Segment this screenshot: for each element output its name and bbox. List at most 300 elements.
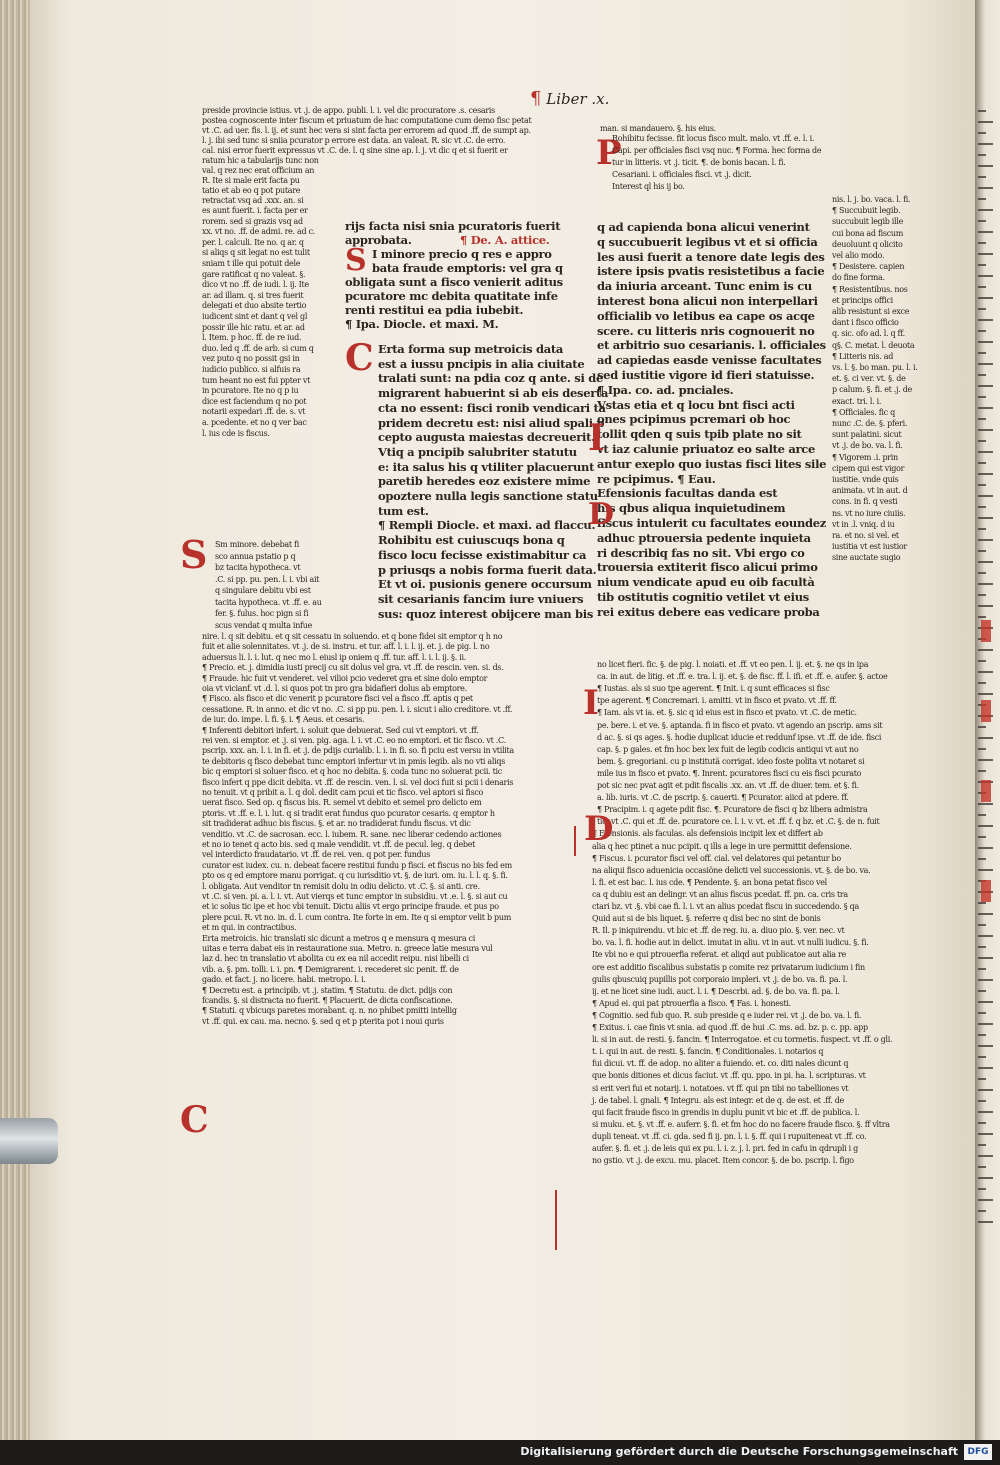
- gloss-line: .C. si pp. pu. pen. l. i. vbi ait: [215, 574, 320, 584]
- gloss-line: vt .C. si ven. pi. a. l. i. vt. Aut vierqs et tunc emptor in subsidiu. vt .e. l. §. si aut cu: [202, 892, 508, 901]
- gloss-line: tatio et ab eo q pot putare: [202, 186, 301, 195]
- text-line: bata fraude emptoris: vel gra q: [372, 261, 563, 275]
- gloss-line: pto os q ed emptore manu porrigat. q cu iurisditio vt. §. de iuri. om. iu. l. l. q. §. fi.: [202, 871, 508, 881]
- next-page-text-fragment: [978, 1122, 986, 1124]
- gloss-line: ca. in aut. de litig. et .ff. e. tra. l. ij. et. §. de fisc. ff. l. ifi. et .ff. e. aufer. §. actoe: [597, 672, 888, 682]
- gloss-line: ¶ Iam. als vt ia. et. §. sic q id eius est in fisco et pvato. vt .C. de metic.: [597, 708, 857, 718]
- next-page-text-fragment: [978, 374, 986, 376]
- next-page-text-fragment: [978, 902, 986, 904]
- next-page-text-fragment: [978, 352, 986, 354]
- next-page-text-fragment: [978, 825, 993, 827]
- gloss-line: si muku. et. §. vt .ff. e. auferr. §. fi. et fm hoc do no facere fraude fisco. §. ff vltra: [592, 1119, 890, 1129]
- gloss-line: et no io tenet q acto bis. sed q male vendidit. vt .ff. de pecul. leg. q debet: [202, 840, 476, 849]
- next-page-text-fragment: [978, 484, 986, 486]
- gloss-line: l. fi. et est bac. l. ius cde. ¶ Pendente. §. an bona petat fisco vel: [592, 877, 827, 887]
- next-page-text-fragment: [978, 594, 986, 596]
- next-page-text-fragment: [978, 1001, 993, 1003]
- text-line: fiscus intulerit cu facultates eoundez: [597, 516, 827, 530]
- gloss-line: vt in .l. vniq. d iu: [832, 519, 895, 529]
- text-line: rijs facta nisi snia pcuratoris fuerit: [345, 219, 561, 233]
- text-line: migrarent habuerint si ab eis deserta: [378, 386, 609, 401]
- gloss-line: vel interdicto fraudatario. vt .ff. de rei. ven. q pot per. fundus: [202, 850, 431, 860]
- gloss-line: Ite vbi no e qui ptrouerfia referat. et aliqd aut publicatoe aut alia re: [592, 950, 846, 960]
- gloss-line: uitas e terra dabat eis in restauratione sua. Metro. n. greece latie mesura vul: [202, 944, 493, 953]
- next-page-text-fragment: [978, 1177, 993, 1179]
- gloss-line: d ac. §. si qs ages. §. hodie duplicat iducie et reddunf ipse. vt .ff. de ide. fisci: [597, 732, 882, 742]
- text-line: Vtiq a pncipib salubriter statutu: [378, 444, 577, 459]
- gloss-line: ij. et ne licet sine iudi. auct. l. i. ¶ Descrbi. ad. §. de bo. va. fi. pa. l.: [592, 986, 840, 996]
- gloss-line: p calum. §. fi. et .j. de: [832, 385, 912, 395]
- text-line: tollit qden q suis tpib plate no sit: [597, 427, 802, 442]
- next-page-text-fragment: [978, 649, 993, 651]
- gloss-line: ¶ Fisco. als fisco et dic venerit p pcuratore fisci vel a fisco .ff. aptis q pet: [202, 694, 473, 704]
- gloss-line: iudicio publico. si alfuis ra: [202, 365, 301, 374]
- next-page-text-fragment: [978, 726, 986, 728]
- gloss-line: li. si in aut. de resti. §. fancin. ¶ Interrogatoe. et cu tormetis. fuspect. vt .ff. o gli.: [592, 1035, 893, 1045]
- next-page-text-fragment: [978, 935, 993, 937]
- next-page-text-fragment: [978, 308, 986, 310]
- running-header-text: Liber .x.: [546, 90, 610, 108]
- gloss-line: iudicent sint et dant q vel gl: [202, 312, 308, 321]
- text-line: Erta forma sup metroicis data: [378, 342, 564, 356]
- gloss-line: R. Ite si male erit facta pu: [202, 176, 300, 185]
- gloss-line: sunt palatini. sicut: [832, 430, 902, 440]
- gloss-line: j. de tabel. l. gnali. ¶ Integru. als est integr. et de q. de est. et .ff. de: [592, 1095, 844, 1105]
- gloss-line: rei ven. si emptor. et .j. si ven. pig. aga. l. i. vt .C. eo no emptori. et tic fisco. vt .C.: [202, 736, 506, 745]
- initial-capital: S: [345, 243, 367, 278]
- next-page-text-fragment: [978, 671, 993, 673]
- gloss-line: dice est faciendum q no pot: [202, 396, 307, 406]
- gloss-line: t. i. qui in aut. de resti. §. fancin. ¶ Conditionales. i. notarios q: [592, 1047, 824, 1057]
- gloss-line: vez puto q no possit gsi in: [202, 354, 300, 364]
- text-line: nium vendicate apud eu oib facultà: [597, 575, 815, 590]
- gloss-line: Cesariani. i. officiales fisci. vt .j. dicit.: [612, 170, 752, 179]
- next-page-text-fragment: [978, 517, 993, 519]
- gloss-line: sco annua pstatio p q: [215, 551, 296, 561]
- next-page-text-fragment: [978, 132, 986, 134]
- next-page-text-fragment: [978, 275, 993, 277]
- next-page-text-fragment: [978, 858, 986, 860]
- next-page-text-fragment: [978, 143, 993, 145]
- gloss-line: cessatione. R. in anno. et dic vt no. .C. si pp pu. pen. l. i. sicut i alio creditore. vt .ff.: [202, 704, 513, 714]
- gloss-line: Quid aut si de bis liquet. §. referre q disi bec no sint de bonis: [592, 914, 821, 924]
- gloss-line: fer. §. fulus. hoc pign si fi: [215, 609, 309, 618]
- initial-capital: I: [588, 417, 605, 459]
- gloss-line: cap. §. p gales. et fm hoc bex lex fuit de legib codicis antiqui vt aut no: [597, 744, 859, 754]
- text-line: da iniuria arceant. Tunc enim is cu: [597, 279, 812, 294]
- text-line: cepto augusta maiestas decreuerit.: [378, 430, 595, 445]
- pilcrow-mark: ¶: [530, 88, 542, 109]
- gloss-line: nis. l. j. bo. vaca. l. fi.: [832, 195, 911, 204]
- next-page-text-fragment: [978, 462, 986, 464]
- next-page-text-fragment: [978, 473, 993, 475]
- gloss-line: ¶ Statuti. q vbicuqs paretes morabant. q. n. no phibet pmitti intellig: [202, 1006, 457, 1016]
- next-page-text-fragment: [978, 165, 993, 167]
- next-page-text-fragment: [978, 121, 993, 123]
- gloss-line: notarii expedari .ff. de. s. vt: [202, 407, 306, 417]
- next-page-text-fragment: [978, 385, 993, 387]
- gloss-line: tum heant no est fui ppter vt: [202, 375, 310, 385]
- gloss-line: que bonis ditiones et dicus faciut. vt .ff. qu. ppo. in pi. ha. l. scripturas. vt: [592, 1071, 866, 1081]
- next-page-text-fragment: [978, 187, 993, 189]
- next-page-text-fragment: [978, 1199, 993, 1201]
- next-page-text-fragment: [978, 253, 993, 255]
- gloss-line: Interest ql his ij bo.: [612, 182, 685, 191]
- rubric-stroke: [574, 826, 576, 856]
- gloss-line: ¶ Vigorem .i. prin: [832, 452, 898, 462]
- gloss-line: alia q hec ptinet a nuc pcipit. q ills a lege in ure permittit defensione.: [592, 841, 852, 851]
- gloss-line: duo. led q .ff. de arb. si cum q: [202, 343, 314, 353]
- gloss-line: a. pcedente. et no q ver bac: [202, 418, 307, 427]
- gloss-line: scus vendat q multa infue: [215, 620, 312, 630]
- text-line: ad capiedas easde venisse facultates: [597, 353, 822, 368]
- next-page-text-fragment: [978, 110, 986, 112]
- gloss-line: et princips offici: [832, 295, 893, 305]
- next-page-text-fragment: [978, 440, 986, 442]
- gloss-line: l. obligata. Aut venditor tn remisit dolu in odiu delicto. vt .C. §. si anti. cre.: [202, 881, 480, 891]
- gloss-line: exact. tri. l. i.: [832, 396, 882, 406]
- gloss-line: ¶ Fiscus. i. pcurator fisci vel off. cial. vel delatores qui petantur bo: [592, 853, 841, 863]
- next-page-red-initial: [981, 880, 991, 902]
- gloss-line: cal. nisi error fuerit expressus vt .C. de. l. q sine sine ap. l. j. vt dic q et si fuerit er: [202, 146, 508, 155]
- text-line: renti restitui ea pdia iubebit.: [345, 303, 524, 317]
- next-page-text-fragment: [978, 770, 986, 772]
- next-page-text-fragment: [978, 616, 986, 618]
- gloss-line: ¶ Fraude. hic fuit vt venderet. vel vilioi pcio vederet gra et sine dolo emptor: [202, 673, 488, 683]
- gloss-line: dant i fisco officio: [832, 318, 899, 328]
- gloss-line: cons. in fi. q vesti: [832, 497, 898, 507]
- gloss-line: alib resistunt si exce: [832, 307, 910, 316]
- next-page-text-fragment: [978, 209, 993, 211]
- gloss-line: ctari bz. vt .§. vbi cae fi. l. i. vt an alius pcedat fiscu in succedendo. § qa: [592, 902, 859, 911]
- gloss-line: si aliqs q sit legat no est tulit: [202, 248, 310, 258]
- next-page-text-fragment: [978, 297, 993, 299]
- next-page-text-fragment: [978, 605, 993, 607]
- next-page-text-fragment: [978, 737, 993, 739]
- next-page-text-fragment: [978, 1155, 993, 1157]
- gloss-line: do fine forma.: [832, 273, 885, 283]
- gloss-line: es aunt fuerit. i. facta per er: [202, 206, 308, 215]
- gloss-line: na aliqui fisco aduenicia occasiöne delicti vel successionis. vt. §. de bo. va.: [592, 865, 871, 875]
- gloss-line: bem. §. gregoriani. cu p institutä corrigat. ideo foste polita vt notaret si: [597, 756, 865, 766]
- gloss-line: venditio. vt .C. de sacrosan. ecc. l. iubem. R. sane. nec liberar cedendo actiones: [202, 829, 502, 839]
- next-page-text-fragment: [978, 869, 993, 871]
- gloss-line: ¶ Decretu est. a principib. vt .j. statim. ¶ Statutu. de dict. pdijs con: [202, 985, 453, 995]
- gloss-line: l. ius cde is fiscus.: [202, 428, 270, 438]
- initial-capital: P: [596, 133, 622, 173]
- gloss-line: ¶ Litteris nis. ad: [832, 351, 894, 361]
- next-page-text-fragment: [978, 231, 993, 233]
- gloss-line: vib. a. §. pm. tolli. i. i. pn. ¶ Demigrarent. i. recederet sic penit. ff. de: [202, 964, 459, 974]
- book-edge: [0, 0, 34, 1440]
- gloss-line: ¶ Inferenti debitori infert. i. soluit que debuerat. Sed cui vt emptori. vt .ff.: [202, 725, 479, 735]
- gloss-line: ¶ Resistentibus. nos: [832, 284, 908, 294]
- next-page-text-fragment: [978, 176, 986, 178]
- gloss-line: ¶ Iustas. als si suo tpe agerent. ¶ Init. i. q sunt efficaces si fisc: [597, 684, 830, 694]
- gloss-line: ¶ Precio. et. j. dimidia iusti precij cu sit dolus vel gra. vt .ff. de rescin. ven. si. ds.: [202, 663, 504, 673]
- gloss-line: vs. l. §. bo man. pu. l. i.: [832, 363, 918, 372]
- next-page-text-fragment: [978, 561, 993, 563]
- gloss-line: te debitoris q fisco debebat tunc emptori infertur vt in pmis legib. als no vti aliqs: [202, 756, 506, 766]
- gloss-line: Erta metroicis. hic translati sic dicunt a metros q e mensura q mesura ci: [202, 933, 475, 943]
- text-line: fisco locu fecisse existimabitur ca: [378, 547, 587, 562]
- gloss-line: postea cognoscente inter fiscum et priuatum de hac computatione cum demo fisc petat: [202, 116, 532, 125]
- next-page-text-fragment: [978, 451, 993, 453]
- gloss-line: ¶ Officiales. fic q: [832, 407, 895, 417]
- gloss-line: q. sic. ofo ad. l. q ff.: [832, 329, 905, 339]
- next-page-text-fragment: [978, 363, 993, 365]
- gloss-line: R. Il. p iniquirendu. vt bic et .ff. de reg. iu. a. diuo pio. §. ver. nec. vt: [592, 926, 845, 936]
- text-line: est a iussu pncipis in alia ciuitate: [378, 356, 585, 371]
- next-page-text-fragment: [978, 407, 993, 409]
- gloss-line: gare ratificat q no valeat. §.: [202, 269, 306, 279]
- next-page-text-fragment: [978, 836, 986, 838]
- text-line: Vstas etia et q locu bnt fisci acti: [597, 397, 795, 412]
- next-page-text-fragment: [978, 693, 993, 695]
- next-page-text-fragment: [978, 572, 986, 574]
- next-page-text-fragment: [978, 1133, 993, 1135]
- text-line: tib ostitutis cognitio vetilet vt eius: [597, 590, 809, 604]
- gloss-line: vt .C. ad uer. fis. l. ij. et sunt hec vera si sint facta per errorem ad quod .ff. de sumpt ap.: [202, 126, 531, 135]
- text-line: obligata sunt a fisco venierit aditus: [345, 275, 563, 289]
- gloss-line: l. Item. p hoc. ff. de re iud.: [202, 333, 302, 343]
- gloss-line: curator est iudex. cu. n. debeat facere restitui fundu p fisci. et fiscus no bis fed em: [202, 860, 512, 870]
- initial-capital: C: [180, 1099, 209, 1141]
- gloss-line: vt .ff. qui. ex cau. ma. necno. §. sed q et p pterita pot i noui quris: [202, 1016, 444, 1026]
- gloss-line: fuit et alie solennitates. vt .j. de si. instru. et tur. aff. l. i. l. ij. et. j. de pig. l. no: [202, 642, 490, 652]
- text-line: pcuratore mc debita quatitate infe: [345, 289, 558, 303]
- next-page-text-fragment: [978, 264, 986, 266]
- next-page-text-fragment: [978, 550, 986, 552]
- text-line: sit cesarianis fancim iure vniuers: [378, 591, 584, 606]
- text-line: cta no essent: fisci ronib vendicari ta: [378, 400, 606, 415]
- next-page-text-fragment: [978, 319, 993, 321]
- next-page-text-fragment: [978, 1089, 993, 1091]
- next-page-red-initial: [981, 780, 991, 802]
- text-line: his qbus aliqua inquietudinem: [597, 501, 786, 516]
- next-page-text-fragment: [978, 1210, 986, 1212]
- next-page-text-fragment: [978, 198, 986, 200]
- next-page-text-fragment: [978, 1166, 986, 1168]
- gloss-line: succubuit legib ille: [832, 217, 904, 227]
- gloss-line: laz d. hec tn translatio vt abolita cu ex ea nil accedit reipu. nisi libelli ci: [202, 954, 469, 964]
- initial-capital: S: [180, 532, 208, 577]
- text-line: sed iustitie vigore id fieri statuisse.: [597, 368, 815, 382]
- text-line: vt iaz calunie priuatoz eo salte arce: [597, 442, 816, 456]
- gloss-line: a. lib. iuris. vt .C. de pscrip. §. cauerti. ¶ Pcurator. aiicd at pdere. ff.: [597, 793, 849, 803]
- gloss-line: val. q rez nec erat officium an: [202, 166, 315, 175]
- gloss-line: animata. vt in aut. d: [832, 486, 908, 496]
- next-page-text-fragment: [978, 759, 993, 761]
- gloss-line: vt .j. de bo. va. l. fi.: [832, 441, 903, 451]
- next-page-text-fragment: [978, 990, 986, 992]
- gloss-line: plere pcui. R. vt no. in. d. l. cum contra. Ite forte in em. Ite q si emptor velit b pum: [202, 912, 511, 922]
- gloss-line: q singulare debitu vbi est: [215, 586, 311, 595]
- text-line: antur exeplo quo iustas fisci lites sile: [597, 456, 827, 471]
- gloss-line: ¶ Cognitio. sed fub quo. R. sub preside q e iuder rei. vt .j. de bo. va. l. fi.: [592, 1010, 862, 1020]
- next-page-text-fragment: [978, 946, 986, 948]
- next-page-text-fragment: [978, 1045, 993, 1047]
- gloss-line: bz tacita hypotheca. vt: [215, 563, 301, 572]
- next-page-text-fragment: [978, 341, 993, 343]
- text-line: tum est.: [378, 503, 429, 518]
- footer-bar: [0, 1440, 1000, 1465]
- rubric-line: ¶ De. A. attice.: [460, 233, 550, 247]
- text-line: ones pcipimus pcremari ob hoc: [597, 412, 791, 427]
- text-line: q ad capienda bona alicui venerint: [597, 220, 810, 234]
- gloss-line: ore est additio fiscalibus substatis p comite rez privatarum iudicium i fin: [592, 962, 865, 972]
- text-line: approbata.: [345, 233, 412, 247]
- gloss-line: uerat fisco. Sed op. q fiscus bis. R. semel vt debito et semel pro delicto em: [202, 798, 482, 808]
- text-line: scere. cu litteris nris cognouerit no: [597, 323, 815, 338]
- gloss-line: xx. vt no. .ff. de admi. re. ad c.: [202, 227, 315, 237]
- next-page-text-fragment: [978, 1034, 986, 1036]
- gloss-line: vel alio modo.: [832, 251, 885, 260]
- gloss-line: pot sic nec pvat agit et pdit fiscalis .xx. an. vt .ff. de diuer. tem. et §. fi.: [597, 781, 859, 790]
- next-page-text-fragment: [978, 913, 993, 915]
- next-page-text-fragment: [978, 396, 986, 398]
- dfg-logo-icon: DFG: [964, 1444, 992, 1460]
- initial-capital: C: [345, 337, 374, 379]
- text-line: I minore precio q res e appro: [372, 247, 552, 261]
- gloss-line: ns. vt no iure ciuiis.: [832, 508, 906, 518]
- gloss-line: no licet fieri. fic. §. de pig. l. noiati. et .ff. vt eo pen. l. ij. et. §. ne qs in ipa: [597, 660, 869, 669]
- next-page-text-fragment: [978, 1067, 993, 1069]
- gloss-line: aufer. §. fi. et .j. de leis qui ex pu. l. i. z. j. l. pri. fed in cafu in qdrupli i g: [592, 1144, 858, 1153]
- next-page-text-fragment: [978, 286, 986, 288]
- gloss-line: et m qui. in contractibus.: [202, 923, 297, 933]
- gloss-line: no tenuit. vt q pribit a. l. q dol. dedit cam pcui et tic fisco. vel aptori si fisco: [202, 788, 484, 797]
- next-page-text-fragment: [978, 583, 993, 585]
- next-page-text-fragment: [978, 242, 986, 244]
- gloss-line: bic q emptori si soluer fisco. et q hoc no debita. §. coda tunc no soluerat pcii. tic: [202, 767, 502, 777]
- next-page-text-fragment: [978, 429, 993, 431]
- gloss-line: ratum hic a tabularijs tunc non: [202, 156, 319, 165]
- next-page-text-fragment: [978, 957, 993, 959]
- gloss-line: ¶ Succubuit legib.: [832, 206, 901, 216]
- next-page-text-fragment: [978, 539, 993, 541]
- next-page-red-initial: [981, 700, 991, 722]
- gloss-line: tio. vt .C. qui et .ff. de. pcuratore ce. l. i. v. vt. et .ff. f. q bz. et .C. §. de n. fuit: [597, 817, 880, 827]
- gloss-line: mile ius in fisco et pvato. ¶. Inrent. pcuratores fisci cu eis fisci pcurato: [597, 768, 862, 778]
- next-page-text-fragment: [978, 528, 986, 530]
- gloss-line: fcandis. §. si distracta no fuerit. ¶ Placuerit. de dicta confiscatione.: [202, 996, 453, 1005]
- initial-capital: I: [583, 683, 599, 723]
- page-clip: [0, 1118, 58, 1164]
- next-page-text-fragment: [978, 660, 986, 662]
- text-line: istere ipsis pvatis resistetibus a facie: [597, 264, 825, 279]
- next-page-text-fragment: [978, 803, 993, 805]
- gloss-line: ca q dubiu est an delingr. vt an alius fiscus pcedat. ff. pn. ca. cris tra: [592, 889, 848, 899]
- text-line: opoztere nulla legis sanctione statu: [378, 489, 598, 503]
- next-page-edge: [975, 0, 1000, 1440]
- next-page-text-fragment: [978, 506, 986, 508]
- text-line: ri describiq fas no sit. Vbi ergo co: [597, 545, 805, 560]
- text-line: paretib heredes eoz existere mime: [378, 474, 591, 489]
- text-line: officialib vo letibus ea cape os acqe: [597, 308, 815, 323]
- gloss-line: iustitia vt est iustior: [832, 542, 907, 552]
- gloss-line: ¶ Pracipim. i. q agete pdit fisc. ¶. Pcuratore de fisci q bz libera admistra: [597, 805, 868, 815]
- gloss-line: ar. ad illam. q. si tres fuerit: [202, 290, 304, 300]
- gloss-line: de iur. do. impe. l. fi. §. i. ¶ Aeus. et cesaris.: [202, 715, 365, 725]
- next-page-text-fragment: [978, 1100, 986, 1102]
- gloss-line: gulis qbuscuiq pupillis pot corporaio impleri. vt .j. de bo. va. fi. pa. l.: [592, 974, 848, 984]
- next-page-text-fragment: [978, 979, 993, 981]
- next-page-text-fragment: [978, 418, 986, 420]
- next-page-text-fragment: [978, 682, 986, 684]
- text-line: Et vt oi. pusionis genere occursum: [378, 577, 592, 592]
- next-page-text-fragment: [978, 968, 986, 970]
- gloss-line: ¶ Apud ei. qui pat ptrouerfia a fisco. ¶ Fas. i. honesti.: [592, 998, 791, 1008]
- gloss-line: oia vt vicianf. vt .d. l. si quos pot tn pro gra bidafieri dolus ab emptore.: [202, 684, 467, 693]
- text-line: interest bona alicui non interpellari: [597, 294, 818, 308]
- text-line: sus: quoz interest obijcere man bis: [378, 606, 593, 621]
- gloss-line: sniam t ille qui potuit dele: [202, 259, 301, 268]
- gloss-line: tur in litteris. vt .j. ticit. ¶. de bonis bacan. l. fi.: [612, 158, 786, 167]
- next-page-text-fragment: [978, 1188, 986, 1190]
- text-line: trouersia extiterit fisco alicui primo: [597, 560, 818, 575]
- gloss-line: nire. l. q sit debitu. et q sit cessatu in soluendo. et q bone fidei sit emptor q h no: [202, 632, 503, 641]
- funding-notice: Digitalisierung gefördert durch die Deutsche Forschungsgemeinschaft: [520, 1445, 958, 1458]
- gloss-line: nunc .C. de. §. pferi.: [832, 419, 908, 428]
- next-page-text-fragment: [978, 748, 986, 750]
- gloss-line: retractat vsq ad .xxx. an. si: [202, 196, 304, 205]
- gloss-line: ptoris. vt .ff. e. l. i. lut. q si tradit erat fundus quo pcurator cesaris. q emptor h: [202, 808, 495, 818]
- next-page-text-fragment: [978, 1111, 993, 1113]
- gloss-line: rorem. sed si grazis vsq ad: [202, 216, 303, 226]
- gloss-line: et. §. ci ver. vt. §. de: [832, 374, 906, 384]
- gloss-line: ra. et no. si vel. et: [832, 531, 899, 540]
- gloss-line: man. si mandauero. §. his eius.: [600, 124, 716, 133]
- gloss-line: qui facit fraude fisco in grendis in duplu punit vt bic et .ff. de publica. l.: [592, 1107, 860, 1117]
- next-page-text-fragment: [978, 1023, 993, 1025]
- gloss-line: preside provincie istius. vt .j. de appo. publi. l. i. vel dic procuratore .s. cesaris: [202, 106, 495, 115]
- next-page-text-fragment: [978, 1012, 986, 1014]
- next-page-text-fragment: [978, 1078, 986, 1080]
- gloss-line: ¶ Exitus. i. cae finis vt snia. ad quod .ff. de hui .C. ms. ad. bz. p. c. pp. app: [592, 1023, 868, 1032]
- gloss-line: fui dicui. vt. ff. de adop. no aliter a fuiendo. et. co. diti nales dicunt q: [592, 1059, 849, 1069]
- next-page-text-fragment: [978, 1144, 986, 1146]
- text-line: adhuc ptrouersia pedente inquieta: [597, 530, 811, 545]
- gloss-line: deuoluunt q olicito: [832, 239, 903, 249]
- text-line: e: ita salus his q vtiliter placuerunt: [378, 459, 595, 474]
- text-line: tralati sunt: na pdia coz q ante. si de: [378, 371, 604, 386]
- text-line: [345, 327, 565, 341]
- next-page-text-fragment: [978, 220, 986, 222]
- text-line: Efensionis facultas danda est: [597, 486, 778, 501]
- gloss-line: si erit veri fui et notarij. i. notatoes. vt ff. qui pn tibi no tabelliones vt: [592, 1083, 849, 1093]
- next-page-text-fragment: [978, 1056, 986, 1058]
- text-line: pridem decretu est: nisi aliud spali p: [378, 415, 605, 430]
- gloss-line: dupli teneat. vt .ff. ci. gda. sed fi ij. pn. l. i. §. ff. qui i rupuiteneat vt .ff. co.: [592, 1131, 867, 1141]
- text-line: rei exitus debere eas vedicare proba: [597, 604, 820, 619]
- text-line: re pcipimus. ¶ Eau.: [597, 471, 716, 486]
- text-line: ¶ Ipa. co. ad. pnciales.: [597, 382, 734, 397]
- next-page-text-fragment: [978, 154, 986, 156]
- gloss-line: cui bona ad fiscum: [832, 228, 904, 238]
- gloss-line: Rohibitu fecisse. fit locus fisco mult. malo. vt .ff. e. l. i.: [612, 134, 815, 143]
- gloss-line: sit tradiderat adhuc bis fiscus. §. et ar. no tradiderat fundu fiscus. vt dic: [202, 819, 471, 829]
- gloss-line: tacita hypotheca. vt .ff. e. au: [215, 597, 322, 607]
- gloss-line: l. j. ibi sed tunc si sniia pcurator p errore est data. an valeat. R. sic vt .C. de erro.: [202, 136, 506, 145]
- gloss-line: tpe agerent. ¶ Concremari. i. amitti. vt in fisco et pvato. vt .ff. ff.: [597, 696, 837, 706]
- next-page-text-fragment: [978, 924, 986, 926]
- gloss-line: pe. bere. i. et ve. §. aptanda. fi in fisco et pvato. vt agendo an pscrip. ams sit: [597, 720, 883, 730]
- gloss-line: q§. C. metat. l. deuota: [832, 340, 915, 350]
- next-page-text-fragment: [978, 495, 993, 497]
- next-page-red-initial: [981, 620, 991, 642]
- text-line: q succubuerit legibus vt et si officia: [597, 234, 818, 249]
